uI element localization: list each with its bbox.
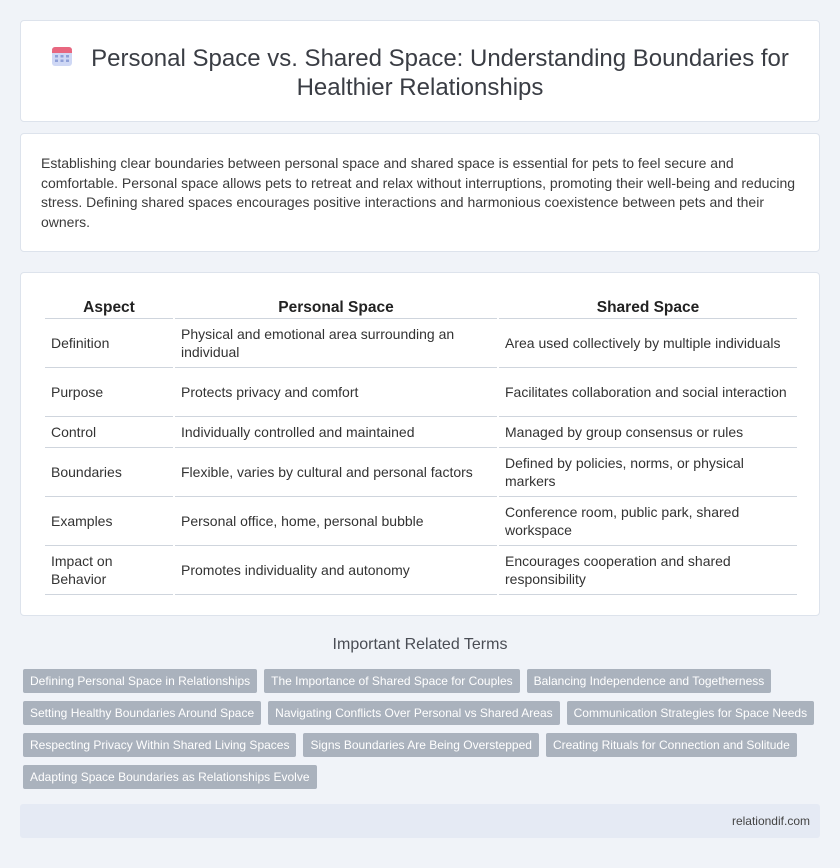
table-row [45,497,797,546]
table-cell: Control [45,417,173,448]
table-row [45,319,797,368]
footer-site-link[interactable]: relationdif.com [731,814,810,828]
table-cell: Encourages cooperation and shared responsibility [499,546,797,595]
column-header-aspect: Aspect [45,293,173,319]
table-cell: Conference room, public park, shared workspace [499,497,797,546]
table-cell: Defined by policies, norms, or physical markers [499,448,797,497]
related-term-tag[interactable]: Signs Boundaries Are Being Overstepped [303,733,538,757]
table-cell: Protects privacy and comfort [175,368,497,417]
footer [20,804,820,838]
table-cell: Impact on Behavior [45,546,173,595]
page-title [21,44,819,102]
table-cell: Personal office, home, personal bubble [175,497,497,546]
table-row [45,368,797,417]
related-term-tag[interactable]: Communication Strategies for Space Needs [567,701,814,725]
related-term-tag[interactable]: The Importance of Shared Space for Couples [264,669,519,693]
intro-card [20,133,820,252]
table-cell: Definition [45,319,173,368]
table-cell: Area used collectively by multiple individuals [499,319,797,368]
table-cell: Purpose [45,368,173,417]
table-cell: Managed by group consensus or rules [499,417,797,448]
table-cell: Facilitates collaboration and social interaction [499,368,797,417]
table-header-row [45,293,797,319]
related-term-tag[interactable]: Respecting Privacy Within Shared Living Spaces [23,733,296,757]
table-cell: Physical and emotional area surrounding an individual [175,319,497,368]
related-term-tag[interactable]: Setting Healthy Boundaries Around Space [23,701,261,725]
table-row [45,448,797,497]
table-row [45,546,797,595]
table-cell: Flexible, varies by cultural and personal factors [175,448,497,497]
column-header-personal-space: Personal Space [175,293,497,319]
related-term-tag[interactable]: Creating Rituals for Connection and Solitude [546,733,797,757]
title-line-2: Healthier Relationships [296,74,544,101]
intro-paragraph: Establishing clear boundaries between personal space and shared space is essential for pets to feel secure and comfortable. Personal space allows pets to retreat and relax without interruptions, promoting their well-being and reducing stress. Defining shared spaces encourages positive interactions and harmonious coexistence between pets and their owners. [41,155,796,230]
title-card [20,20,820,122]
related-term-tag[interactable]: Navigating Conflicts Over Personal vs Shared Areas [268,701,559,725]
title-line-1: Personal Space vs. Shared Space: Understanding Boundaries for [91,45,789,72]
related-terms-list [23,669,823,797]
table-cell: Promotes individuality and autonomy [175,546,497,595]
comparison-card [20,272,820,616]
table-cell: Boundaries [45,448,173,497]
related-term-tag[interactable]: Adapting Space Boundaries as Relationships Evolve [23,765,317,789]
table-cell: Individually controlled and maintained [175,417,497,448]
calendar-icon [51,45,73,67]
column-header-shared-space: Shared Space [499,293,797,319]
table-cell: Examples [45,497,173,546]
comparison-table [43,293,799,595]
table-row [45,417,797,448]
related-terms-heading: Important Related Terms [332,636,508,653]
related-term-tag[interactable]: Balancing Independence and Togetherness [527,669,772,693]
related-term-tag[interactable]: Defining Personal Space in Relationships [23,669,257,693]
